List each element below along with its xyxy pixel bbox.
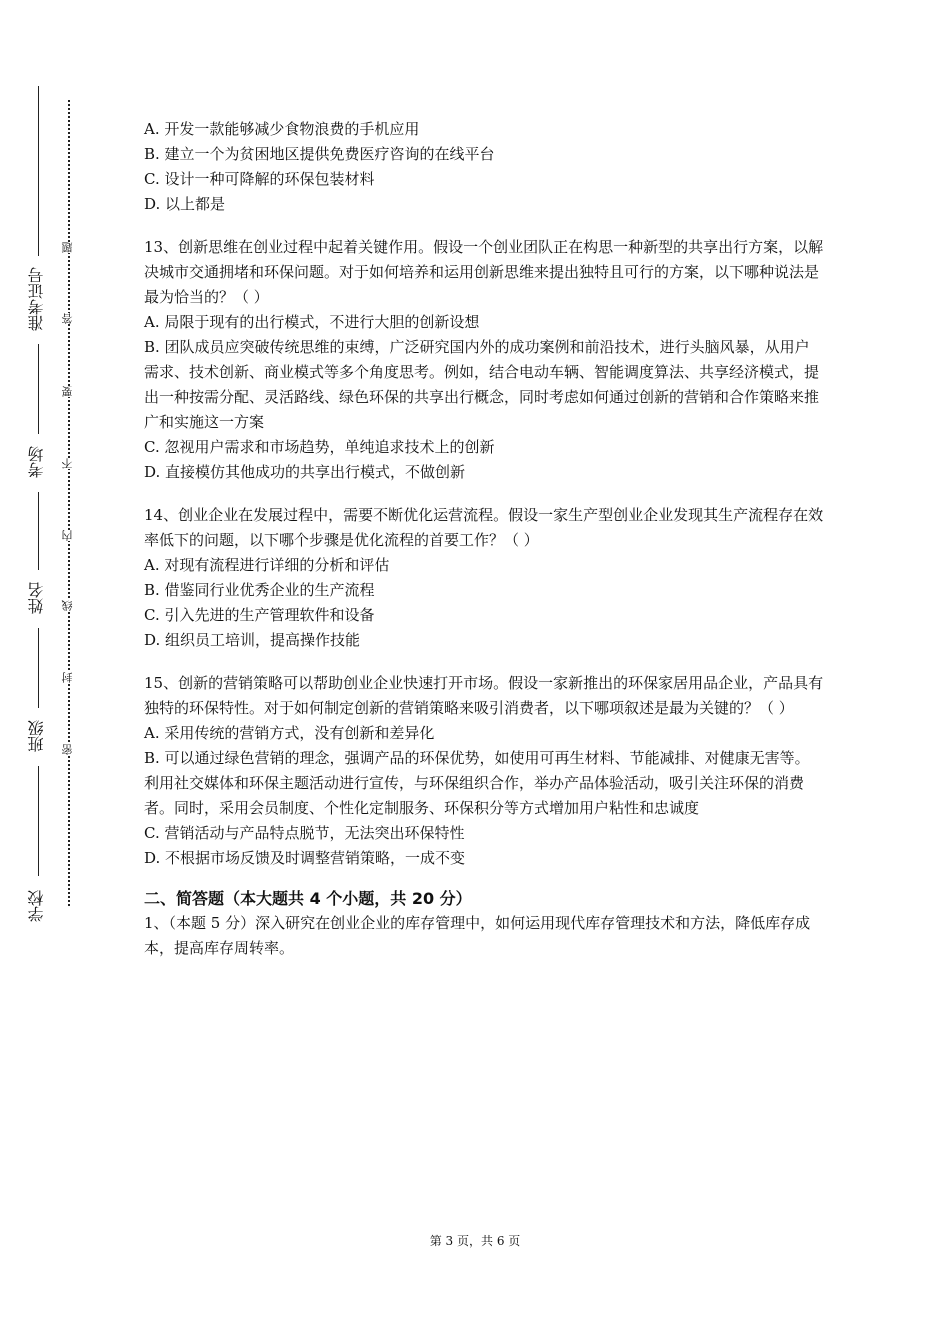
- q13-option-a: A. 局限于现有的出行模式，不进行大胆的创新设想: [144, 313, 480, 331]
- q15-option-d: D. 不根据市场反馈及时调整营销策略，一成不变: [144, 849, 466, 867]
- q14-option-c: C. 引入先进的生产管理软件和设备: [144, 606, 375, 624]
- q14-option-d: D. 组织员工培训，提高操作技能: [144, 631, 361, 649]
- field-line-exam-room: [38, 344, 39, 434]
- q14-option-b: B. 借鉴同行业优秀企业的生产流程: [144, 581, 375, 599]
- seal-char-nei: 内: [61, 530, 74, 541]
- q12-option-c: C. 设计一种可降解的环保包装材料: [144, 170, 375, 188]
- field-label-name: 姓名: [27, 582, 46, 614]
- q13-option-b: B. 团队成员应突破传统思维的束缚，广泛研究国内外的成功案例和前沿技术，进行头脑风暴，从用户需求、技术创新、商业模式等多个角度思考。例如，结合电动车辆、智能调度算法、共享经济模式，提出一种按需分配、灵活路线、绿色环保的共享出行概念，同时考虑如何通过创新的营销和合作策略来推广和实施这一方案: [144, 338, 820, 431]
- seal-char-da: 答: [61, 313, 74, 324]
- seal-dotted-line: [68, 100, 70, 906]
- seal-char-feng: 封: [61, 672, 74, 683]
- short-answer-question-1: 1、（本题 5 分）深入研究在创业企业的库存管理中，如何运用现代库存管理技术和方法，降低库存成本，提高库存周转率。: [144, 914, 811, 957]
- q12-option-a: A. 开发一款能够减少食物浪费的手机应用: [144, 120, 420, 138]
- exam-content: [144, 117, 824, 961]
- seal-char-mi: 密: [61, 744, 74, 755]
- q13-option-d: D. 直接模仿其他成功的共享出行模式，不做创新: [144, 463, 466, 481]
- q13-stem: 13、创新思维在创业过程中起着关键作用。假设一个创业团队正在构思一种新型的共享出行方案，以解决城市交通拥堵和环保问题。对于如何培养和运用创新思维来提出独特且可行的方案，以下哪种说法是最为恰当的？（ ）: [144, 238, 824, 306]
- field-label-class: 班级: [27, 720, 46, 752]
- seal-char-bu: 不: [61, 458, 74, 469]
- section-2-title: 二、简答题（本大题共 4 个小题，共 20 分）: [144, 889, 472, 908]
- field-line-exam-number: [38, 86, 39, 256]
- binding-margin: [0, 0, 90, 1344]
- page-footer: 第 3 页，共 6 页: [429, 1234, 521, 1248]
- q14-option-a: A. 对现有流程进行详细的分析和评估: [144, 556, 390, 574]
- question-13: [144, 235, 824, 485]
- seal-char-yao: 要: [61, 386, 74, 397]
- seal-char-ti: 题: [61, 242, 74, 253]
- q14-stem: 14、创业企业在发展过程中，需要不断优化运营流程。假设一家生产型创业企业发现其生产流程存在效率低下的问题，以下哪个步骤是优化流程的首要工作？（ ）: [144, 506, 824, 549]
- field-line-class: [38, 628, 39, 708]
- q13-option-c: C. 忽视用户需求和市场趋势，单纯追求技术上的创新: [144, 438, 495, 456]
- field-line-school: [38, 766, 39, 876]
- q15-stem: 15、创新的营销策略可以帮助创业企业快速打开市场。假设一家新推出的环保家居用品企业，产品具有独特的环保特性。对于如何制定创新的营销策略来吸引消费者，以下哪项叙述是最为关键的？（ ）: [144, 674, 824, 717]
- q12-option-d: D. 以上都是: [144, 195, 226, 213]
- q12-option-b: B. 建立一个为贫困地区提供免费医疗咨询的在线平台: [144, 145, 495, 163]
- q15-option-c: C. 营销活动与产品特点脱节，无法突出环保特性: [144, 824, 465, 842]
- field-label-school: 学校: [27, 890, 46, 922]
- field-line-name: [38, 492, 39, 570]
- question-15: [144, 671, 824, 871]
- question-12-options: [144, 117, 824, 217]
- seal-char-xian: 线: [61, 600, 74, 611]
- field-label-exam-room: 考场: [27, 446, 46, 478]
- question-14: [144, 503, 824, 653]
- field-label-exam-number: 准考证号: [27, 267, 46, 331]
- q15-option-a: A. 采用传统的营销方式，没有创新和差异化: [144, 724, 435, 742]
- q15-option-b: B. 可以通过绿色营销的理念，强调产品的环保优势，如使用可再生材料、节能减排、对健康无害等。利用社交媒体和环保主题活动进行宣传，与环保组织合作，举办产品体验活动，吸引关注环保的消费者。同时，采用会员制度、个性化定制服务、环保积分等方式增加用户粘性和忠诚度: [144, 749, 810, 817]
